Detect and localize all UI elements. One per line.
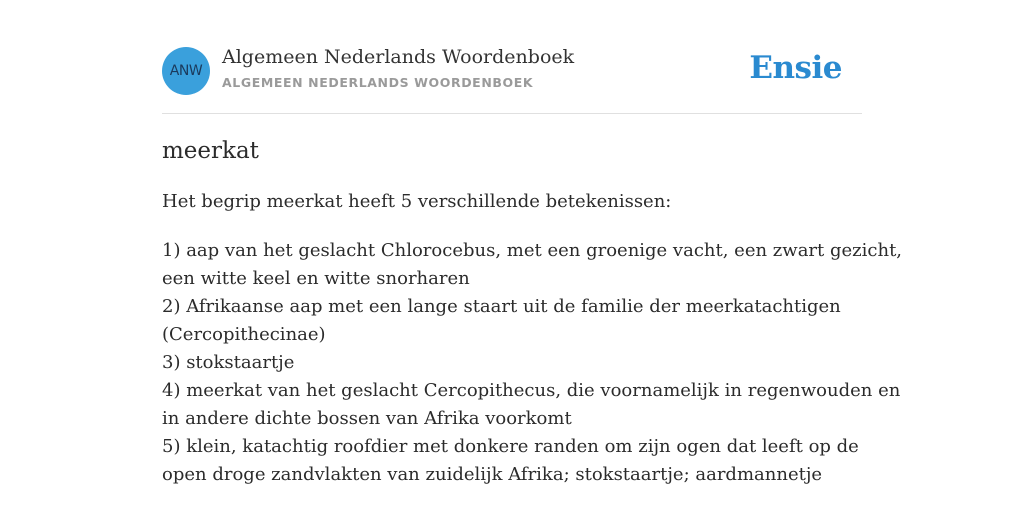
source-subtitle: ALGEMEEN NEDERLANDS WOORDENBOEK — [222, 75, 534, 90]
definition-line: 2) Afrikaanse aap met een lange staart uit de familie der meerkatachtigen — [162, 296, 841, 317]
definition-line: (Cercopithecinae) — [162, 324, 326, 345]
definitions-list — [162, 237, 903, 489]
logo-text: ANW — [169, 63, 203, 79]
source-title: Algemeen Nederlands Woordenboek — [222, 46, 575, 68]
source-header — [162, 0, 862, 114]
definition-line: een witte keel en witte snorharen — [162, 268, 470, 289]
definition-line: 1) aap van het geslacht Chlorocebus, met een groenige vacht, een zwart gezicht, — [162, 240, 903, 261]
entry-intro: Het begrip meerkat heeft 5 verschillende betekenissen: — [162, 191, 672, 212]
entry-term: meerkat — [162, 138, 259, 164]
definition-line: in andere dichte bossen van Afrika voorkomt — [162, 408, 572, 429]
definition-line: 4) meerkat van het geslacht Cercopithecus, die voornamelijk in regenwouden en — [162, 380, 901, 401]
definition-line: 5) klein, katachtig roofdier met donkere randen om zijn ogen dat leeft op de — [162, 436, 859, 457]
definition-line: 3) stokstaartje — [162, 352, 295, 373]
entry-card — [162, 0, 903, 485]
anw-logo — [162, 47, 210, 95]
definition-line: open droge zandvlakten van zuidelijk Afrika; stokstaartje; aardmannetje — [162, 464, 823, 485]
ensie-brand-logo[interactable]: Ensie — [749, 50, 842, 86]
